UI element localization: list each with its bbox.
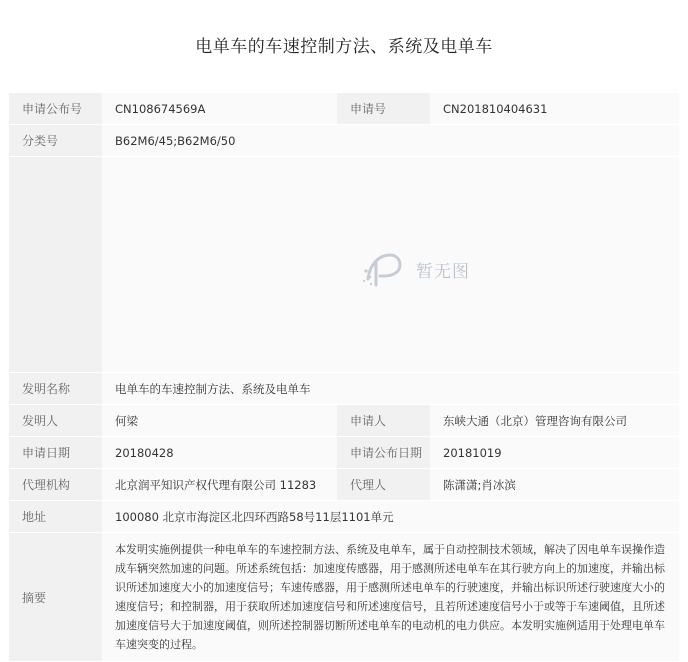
- table-row: [9, 93, 679, 125]
- invention-name-label: 发明名称: [9, 373, 102, 405]
- image-area: [102, 157, 679, 373]
- patent-info-table: [9, 92, 679, 661]
- applicant-label: 申请人: [337, 405, 430, 437]
- app-no-label: 申请号: [337, 93, 430, 125]
- page-title: 电单车的车速控制方法、系统及电单车: [195, 37, 493, 57]
- agent-value: 陈潇潇;肖冰滨: [430, 469, 679, 501]
- table-row: [9, 437, 679, 469]
- no-image-placeholder: [360, 249, 470, 289]
- invention-name-value: 电单车的车速控制方法、系统及电单车: [102, 373, 679, 405]
- abstract-label: 摘要: [9, 533, 102, 662]
- pub-date-label: 申请公布日期: [337, 437, 430, 469]
- agency-label: 代理机构: [9, 469, 102, 501]
- app-date-value: 20180428: [102, 437, 337, 469]
- no-image-icon: [360, 249, 404, 289]
- table-row: [9, 405, 679, 437]
- pub-date-value: 20181019: [430, 437, 679, 469]
- class-no-value: B62M6/45;B62M6/50: [102, 125, 679, 157]
- inventor-value: 何梁: [102, 405, 337, 437]
- image-label-cell: [9, 157, 102, 373]
- table-row: [9, 157, 679, 373]
- app-date-label: 申请日期: [9, 437, 102, 469]
- table-row: [9, 533, 679, 662]
- table-row: [9, 125, 679, 157]
- inventor-label: 发明人: [9, 405, 102, 437]
- pub-no-value: CN108674569A: [102, 93, 337, 125]
- address-label: 地址: [9, 501, 102, 533]
- agent-label: 代理人: [337, 469, 430, 501]
- pub-no-label: 申请公布号: [9, 93, 102, 125]
- address-value: 100080 北京市海淀区北四环西路58号11层1101单元: [102, 501, 679, 533]
- table-row: [9, 469, 679, 501]
- agency-value: 北京润平知识产权代理有限公司 11283: [102, 469, 337, 501]
- class-no-label: 分类号: [9, 125, 102, 157]
- no-image-text: 暂无图: [416, 261, 470, 282]
- applicant-value: 东峡大通（北京）管理咨询有限公司: [430, 405, 679, 437]
- abstract-value: 本发明实施例提供一种电单车的车速控制方法、系统及电单车，属于自动控制技术领域，解决了因电单车误操作造成车辆突然加速的问题。所述系统包括：加速度传感器，用于感测所述电单车在其行驶方向上的加速度，并输出标识所述加速度大小的加速度信号；车速传感器，用于感测所述电单车的行驶速度，并输出标识所述行驶速度大小的速度信号；和控制器，用于获取所述加速度信号和所述速度信号，且若所述速度信号小于或等于车速阈值，且所述加速度信号大于加速度阈值，则所述控制器切断所述电单车的电动机的电力供应。本发明实施例适用于处理电单车车速突变的过程。: [102, 533, 679, 662]
- table-row: [9, 373, 679, 405]
- app-no-value: CN201810404631: [430, 93, 679, 125]
- table-row: [9, 501, 679, 533]
